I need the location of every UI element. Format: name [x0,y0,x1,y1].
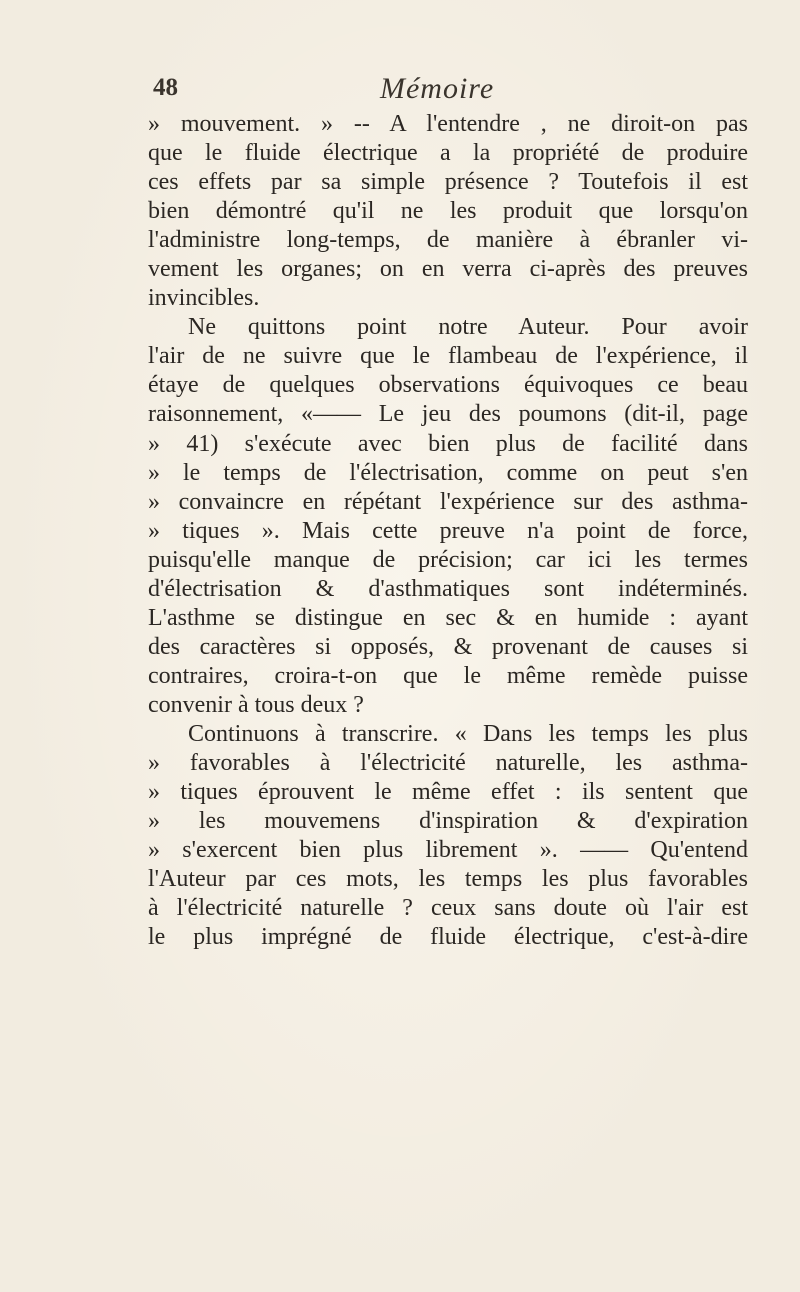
text-line: » le temps de l'électrisation, comme on peut s'en [148,459,748,486]
text-line: l'Auteur par ces mots, les temps les plus favorables [148,866,748,893]
text-line: étaye de quelques observations équivoques ce beau [148,372,748,399]
text-line: » convaincre en répétant l'expérience sur des asthma- [148,488,748,515]
text-line: » les mouvemens d'inspiration & d'expiration [148,808,748,835]
text-line: des caractères si opposés, & provenant de causes si [148,633,748,660]
text-line: » mouvement. » -- A l'entendre , ne diroit-on pas [148,111,748,137]
text-line: » favorables à l'électricité naturelle, les asthma- [148,750,748,777]
text-line: L'asthme se distingue en sec & en humide : ayant [148,604,748,631]
text-line: Continuons à transcrire. « Dans les temps les plus [188,720,748,747]
text-line: » tiques éprouvent le même effet : ils sentent que [148,779,748,806]
page-header [145,72,665,112]
text-line: invincibles. [148,285,260,312]
text-line: le plus imprégné de fluide électrique, c'est-à-dire [148,924,748,951]
text-line: Ne quittons point notre Auteur. Pour avoir [188,314,748,341]
text-line: convenir à tous deux ? [148,691,364,718]
page-number: 48 [153,74,178,101]
text-line: » 41) s'exécute avec bien plus de facilité dans [148,430,748,457]
text-line: l'administre long-temps, de manière à ébranler vi- [148,227,748,254]
text-line: à l'électricité naturelle ? ceux sans doute où l'air est [148,895,748,922]
text-line: bien démontré qu'il ne les produit que lorsqu'on [148,198,748,225]
text-line: l'air de ne suivre que le flambeau de l'expérience, il [148,343,748,370]
text-line: raisonnement, «—— Le jeu des poumons (dit-il, page [148,401,748,428]
text-line: » tiques ». Mais cette preuve n'a point de force, [148,517,748,544]
text-line: » s'exercent bien plus librement ». —— Qu'entend [148,837,748,864]
text-line: que le fluide électrique a la propriété de produire [148,140,748,167]
text-line: puisqu'elle manque de précision; car ici les termes [148,546,748,573]
running-head: Mémoire [380,72,495,105]
text-line: ces effets par sa simple présence ? Toutefois il est [148,169,748,196]
text-line: d'électrisation & d'asthmatiques sont indéterminés. [148,575,748,602]
text-line: contraires, croira-t-on que le même remède puisse [148,662,748,689]
body-text [148,110,748,952]
text-line: vement les organes; on en verra ci-après des preuves [148,256,748,283]
